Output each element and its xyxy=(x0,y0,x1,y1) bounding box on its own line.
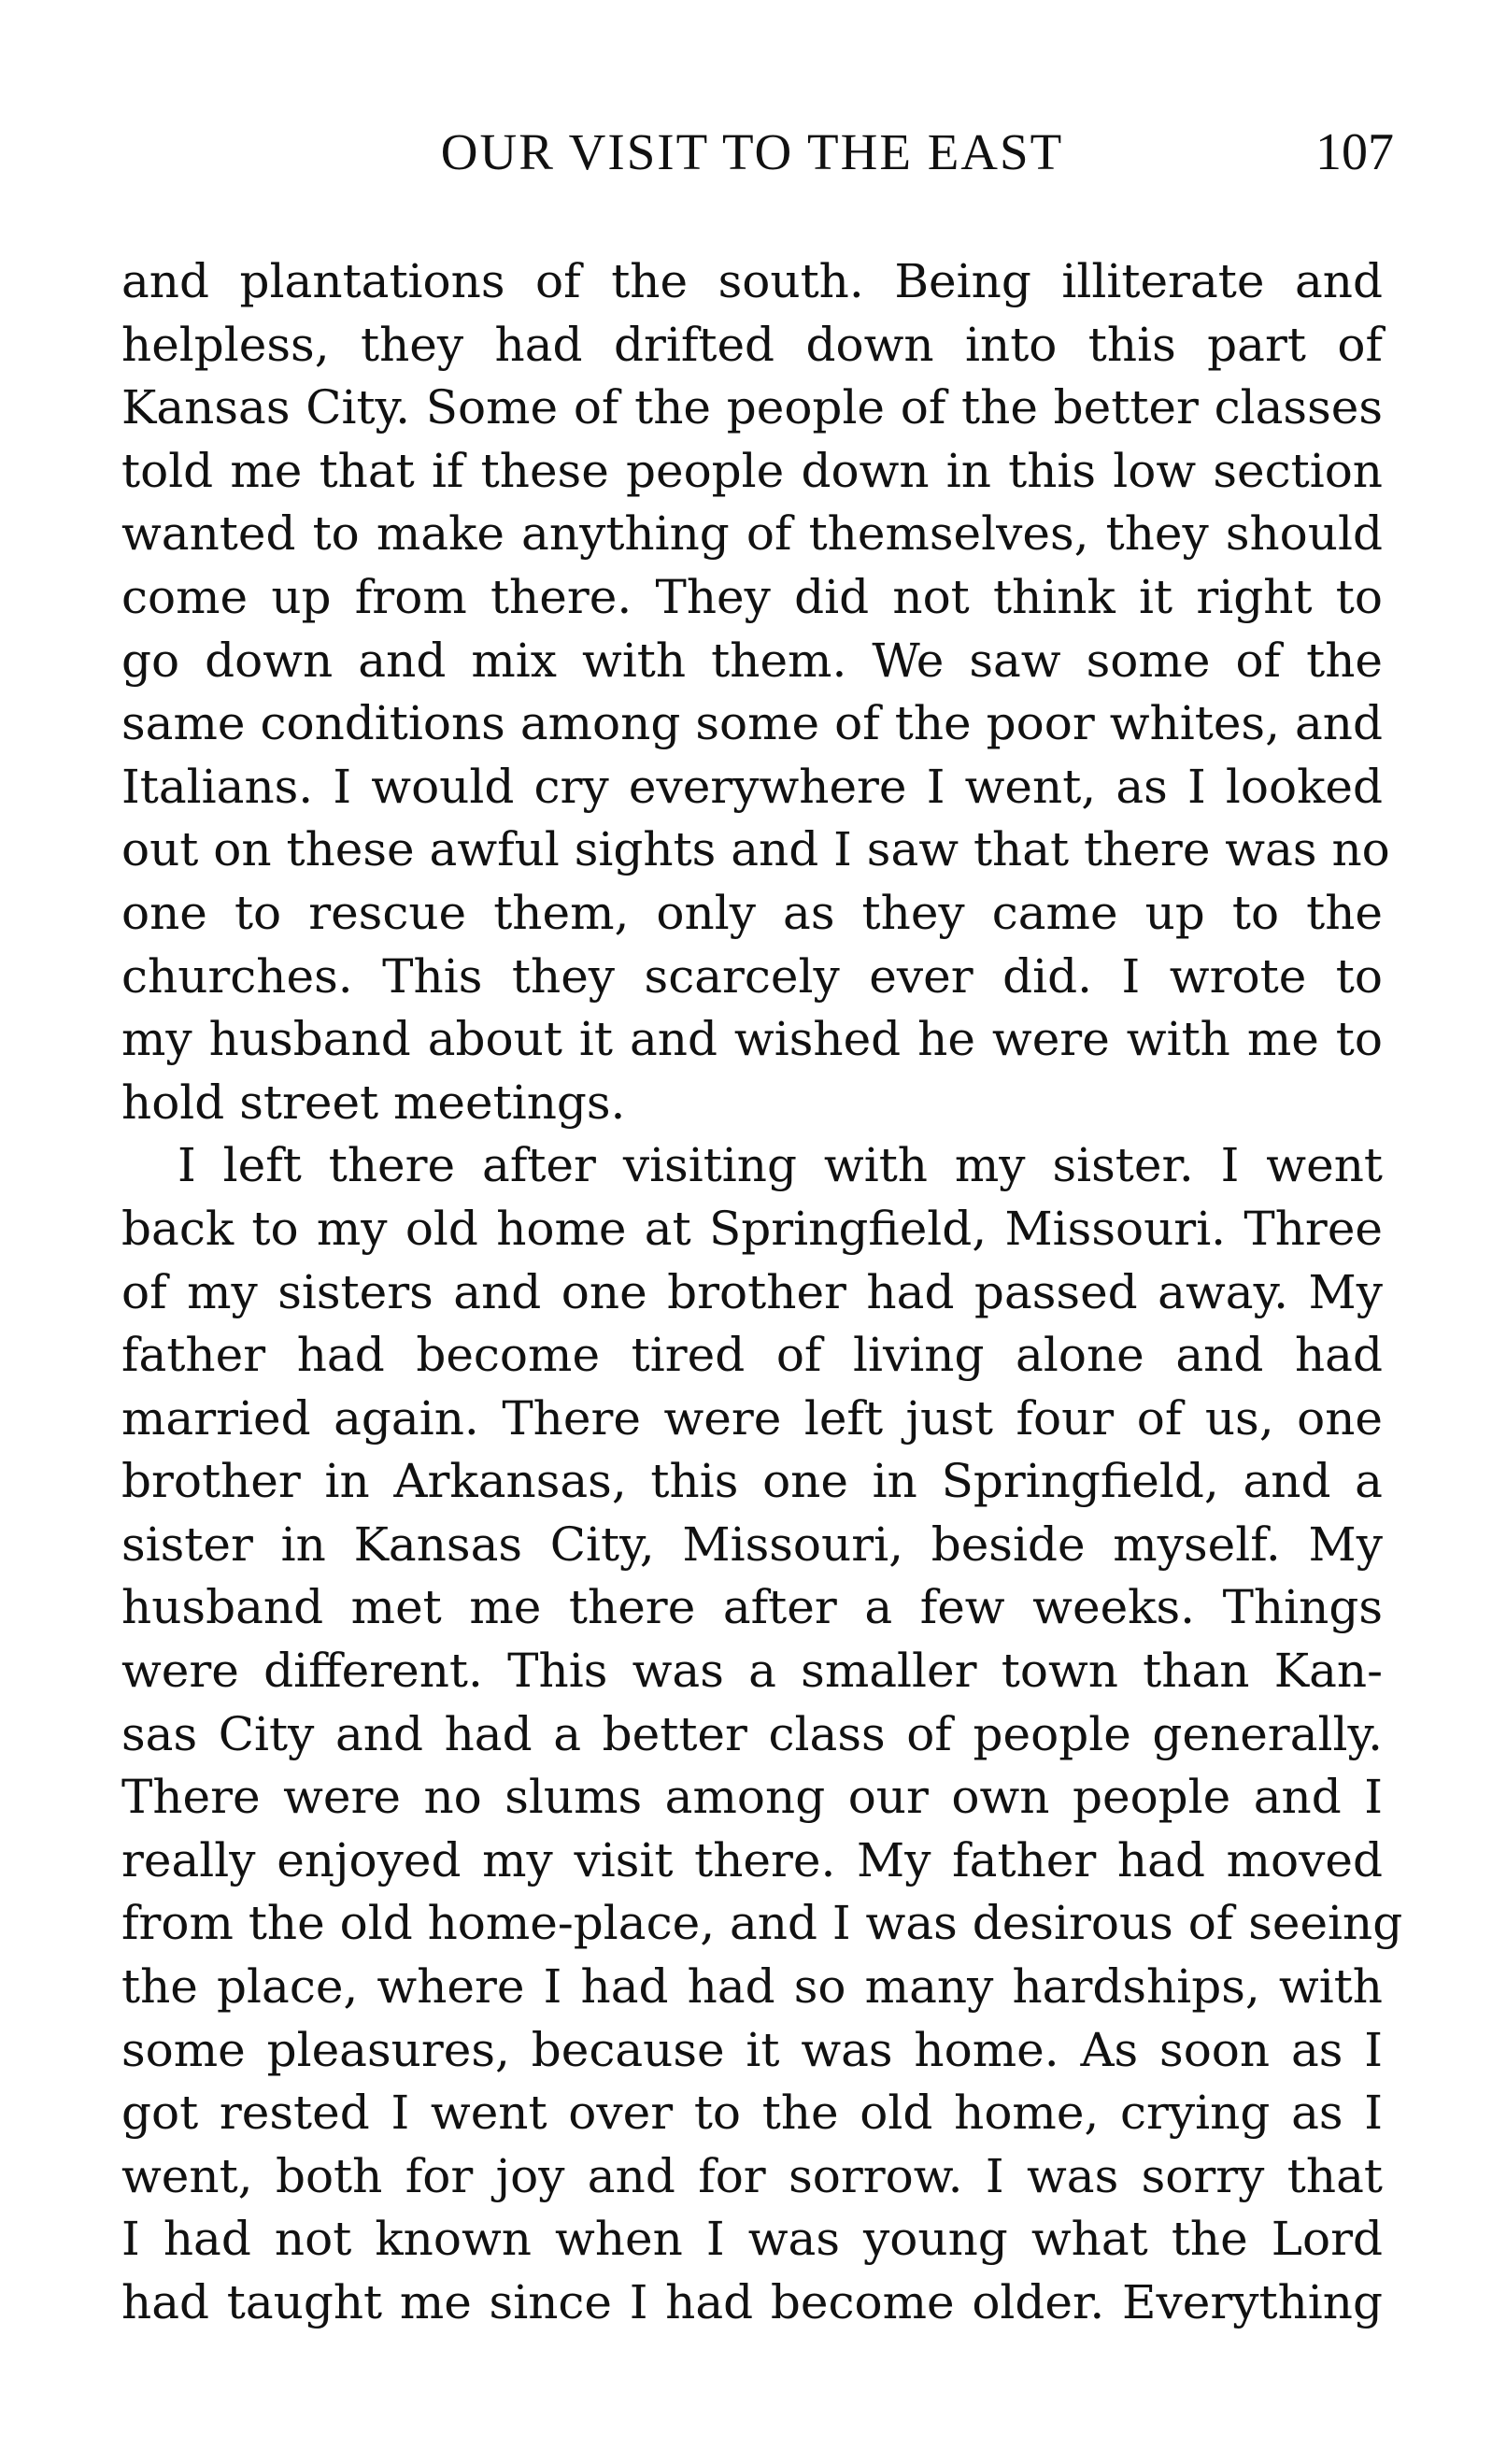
text-line: back to my old home at Springfield, Missouri. Three xyxy=(121,1201,1383,1256)
text-line: out on these awful sights and I saw that there was no xyxy=(121,822,1390,877)
text-line: Kansas City. Some of the people of the better classes xyxy=(121,380,1383,435)
text-line: went, both for joy and for sorrow. I was sorry that xyxy=(121,2148,1383,2203)
paragraph-end-line: hold street meetings. xyxy=(121,1075,626,1130)
text-line: one to rescue them, only as they came up to the xyxy=(121,885,1383,940)
text-line: helpless, they had drifted down into this part of xyxy=(121,317,1383,372)
text-line: wanted to make anything of themselves, they should xyxy=(121,506,1383,562)
text-line: churches. This they scarcely ever did. I wrote to xyxy=(121,948,1383,1004)
text-line: the place, where I had had so many hardships, with xyxy=(121,1959,1383,2015)
paragraph-first-line: I left there after visiting with my sister. I went xyxy=(178,1138,1383,1193)
text-line: had taught me since I had become older. Everything xyxy=(121,2275,1383,2329)
text-line: some pleasures, because it was home. As soon as I xyxy=(121,2022,1383,2077)
text-line: got rested I went over to the old home, crying as I xyxy=(121,2086,1383,2141)
text-line: come up from there. They did not think it right to xyxy=(121,569,1383,624)
text-line: of my sisters and one brother had passed away. My xyxy=(121,1264,1383,1319)
text-line: father had become tired of living alone and had xyxy=(121,1328,1383,1383)
text-line: brother in Arkansas, this one in Springfield, and a xyxy=(121,1454,1383,1509)
text-line: married again. There were left just four of us, one xyxy=(121,1390,1383,1446)
text-line: same conditions among some of the poor whites, and xyxy=(121,696,1383,751)
text-line: and plantations of the south. Being illiterate and xyxy=(121,254,1383,308)
running-head xyxy=(121,120,1394,185)
text-line: were different. This was a smaller town than Kan- xyxy=(121,1644,1383,1699)
running-title: OUR VISIT TO THE EAST xyxy=(440,123,1064,180)
text-line: my husband about it and wished he were with me to xyxy=(121,1012,1383,1067)
body-text xyxy=(121,250,1403,2335)
text-line: husband met me there after a few weeks. Things xyxy=(121,1580,1383,1635)
text-line: I had not known when I was young what the Lord xyxy=(121,2212,1383,2267)
text-line: from the old home-place, and I was desirous of seeing xyxy=(121,1896,1403,1951)
text-line: Italians. I would cry everywhere I went, as I looked xyxy=(121,759,1383,814)
page-number: 107 xyxy=(1315,123,1394,181)
text-line: sas City and had a better class of people generally. xyxy=(121,1706,1383,1761)
text-line: really enjoyed my visit there. My father had moved xyxy=(121,1832,1383,1887)
text-line: There were no slums among our own people and I xyxy=(121,1770,1383,1825)
text-line: go down and mix with them. We saw some of the xyxy=(121,633,1383,688)
text-line: sister in Kansas City, Missouri, beside myself. My xyxy=(121,1517,1383,1572)
text-line: told me that if these people down in this low section xyxy=(121,443,1383,498)
